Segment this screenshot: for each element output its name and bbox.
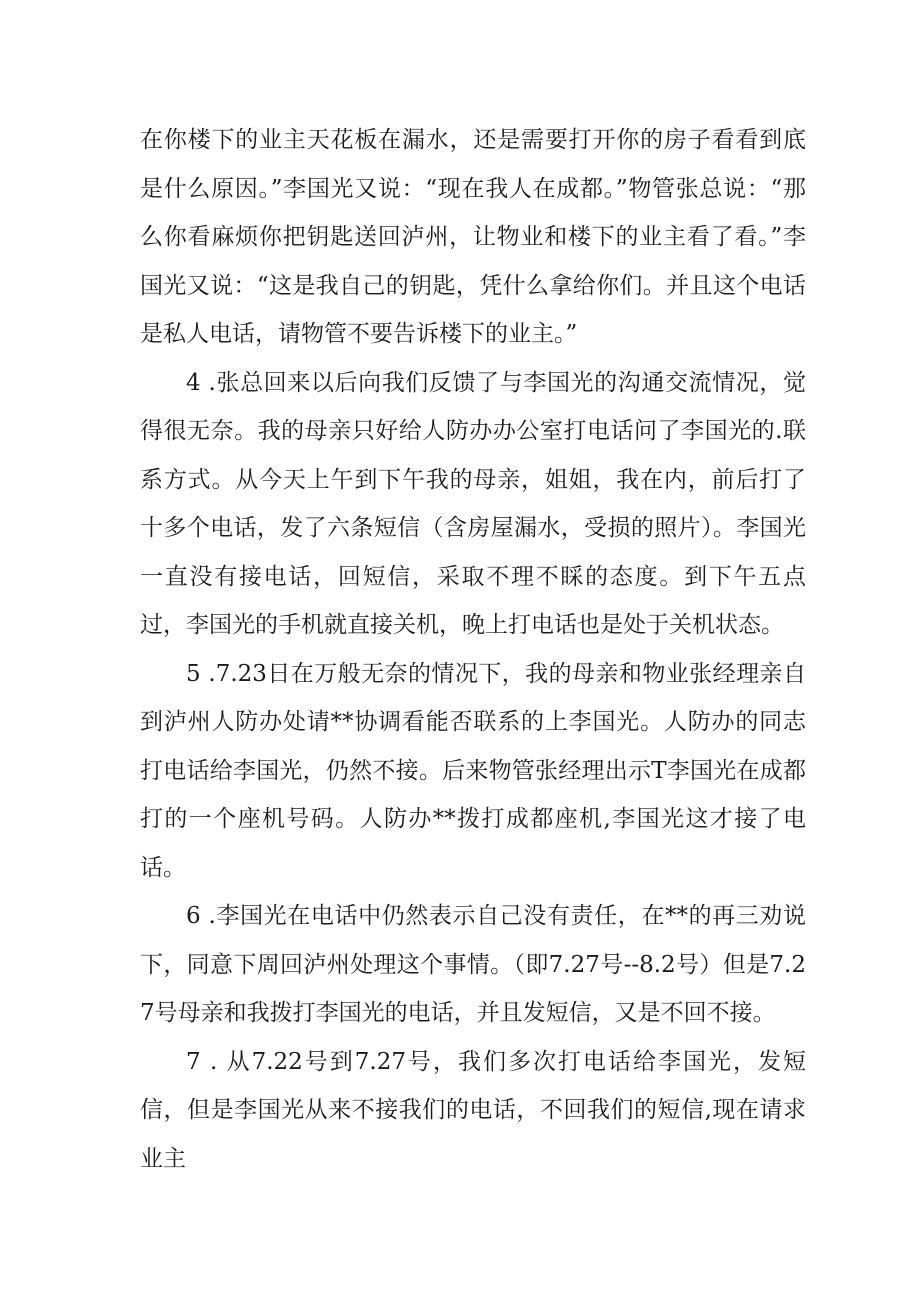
paragraph-item-5: 5 .7.23日在万般无奈的情况下，我的母亲和物业张经理亲自到泸州人防办处请**协调看能否联系的上李国光。人防办的同志打电话给李国光，仍然不接。后来物管张经理出示T李国光在成都打的一个座机号码。人防办**拨打成都座机,李国光这才接了电话。 bbox=[140, 660, 806, 881]
paragraph-item-4: 4 .张总回来以后向我们反馈了与李国光的沟通交流情况，觉得很无奈。我的母亲只好给人防办办公室打电话问了李国光的.联系方式。从今天上午到下午我的母亲，姐姐，我在内，前后打了十多个电话，发了六条短信（含房屋漏水，受损的照片）。李国光一直没有接电话，回短信，采取不理不睬的态度。到下午五点过，李国光的手机就直接关机，晚上打电话也是处于关机状态。 bbox=[140, 369, 806, 638]
document-body bbox=[140, 116, 806, 1183]
paragraph-item-7: 7 . 从7.22号到7.27号，我们多次打电话给李国光，发短信，但是李国光从来不接我们的电话，不回我们的短信,现在请求业主 bbox=[140, 1048, 806, 1172]
paragraph-continuation: 在你楼下的业主天花板在漏水，还是需要打开你的房子看看到底是什么原因。”李国光又说：“现在我人在成都。”物管张总说：“那么你看麻烦你把钥匙送回泸州，让物业和楼下的业主看了看。”李国光又说：“这是我自己的钥匙，凭什么拿给你们。并且这个电话是私人电话，请物管不要告诉楼下的业主。” bbox=[140, 127, 806, 347]
paragraph-item-6: 6 .李国光在电话中仍然表示自己没有责任，在**的再三劝说下，同意下周回泸州处理这个事情。（即7.27号--8.2号）但是7.27号母亲和我拨打李国光的电话，并且发短信，又是不回不接。 bbox=[140, 903, 806, 1026]
